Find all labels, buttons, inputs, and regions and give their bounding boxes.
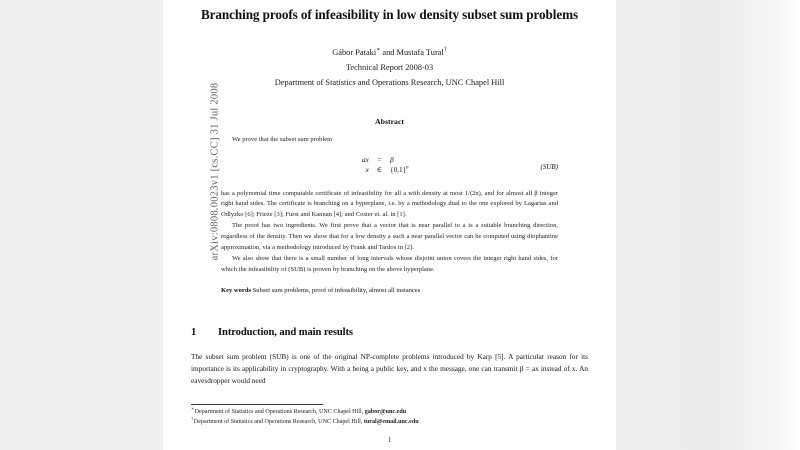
abstract-section xyxy=(221,117,558,275)
footnote-1-email[interactable]: gabor@unc.edu xyxy=(364,409,407,416)
equation-rhs-1: β xyxy=(390,155,394,164)
equation-row-1 xyxy=(359,155,412,166)
abstract-paragraph-4: We also show that there is a small number of long intervals whose disjoint union covers the integer right hand sides, for which the infeasibility of (SUB) is proven by branching on the above hyperplane. xyxy=(221,255,558,273)
equation-lhs-1: ax xyxy=(362,155,369,164)
abstract-paragraph-2: has a polynomial time computable certificate of infeasibility for all a with density at most 1/(2n), and for almost all β integer right hand sides. The certificate is branching on a hyperplane, i.e. by a methodology dual to the one explored by Lagarias and Odlyzko [6]; Frieze [3]; Furst and Kannan [4]; and Coster et. al. in [1]. xyxy=(221,189,558,218)
paper-page xyxy=(163,0,616,450)
footnote-1-marker: ∗ xyxy=(191,406,195,412)
equation-exponent: n xyxy=(406,165,409,172)
author-conjunction: and xyxy=(380,48,397,58)
section-title: Introduction, and main results xyxy=(218,326,353,338)
equation-rhs-2 xyxy=(387,165,411,176)
equation-set-notation: {0,1} xyxy=(390,166,407,175)
footnote-divider xyxy=(191,404,323,405)
arxiv-stamp: arXiv:0808.0023v1 [cs.CC] 31 Jul 2008 xyxy=(209,82,221,261)
page-surround-right xyxy=(616,0,800,450)
abstract-paragraph-3: The proof has two ingredients. We first prove that a vector that is near parallel to a is a suitable branching direction, regardless of the density. Then we show that for a low density a such a near parallel vector can be computed using diophantine approximation, via a methodology introduced by Frank and Tardos in [2]. xyxy=(221,222,558,251)
equation-body xyxy=(359,155,412,177)
page-number: 1 xyxy=(387,436,392,444)
footnote-2 xyxy=(191,418,588,428)
keywords-value: Subset sum problems, proof of infeasibility, almost all instances xyxy=(252,287,421,295)
section-body-paragraph: The subset sum problem (SUB) is one of the original NP-complete problems introduced by Karp [5]. A particular reason for its importance is its applicability in cryptography. With a being a public key, and x the message, one can transmit β = ax instead of x. An eavesdropper would need xyxy=(191,351,588,386)
author-names-line xyxy=(163,46,616,61)
footnote-1 xyxy=(191,408,588,418)
footnote-1-text: Department of Statistics and Operations Research, UNC Chapel Hill, xyxy=(194,409,365,416)
page-surround-left xyxy=(0,0,163,450)
equation-relation-2: ∈ xyxy=(376,166,383,175)
footnote-2-email[interactable]: tural@email.unc.edu xyxy=(363,419,419,426)
keywords-line xyxy=(221,286,558,296)
keywords-label: Key words xyxy=(221,287,252,295)
section-number: 1 xyxy=(191,326,197,338)
equation-lhs-2: x xyxy=(365,166,369,175)
author-1-footnote-marker: ∗ xyxy=(376,47,381,54)
author-2-footnote-marker: † xyxy=(443,47,447,54)
equation-relation-1: = xyxy=(377,155,382,164)
equation-row-2 xyxy=(359,165,412,176)
footnote-2-text: Department of Statistics and Operations Research, UNC Chapel Hill, xyxy=(193,419,364,426)
affiliation: Department of Statistics and Operations Research, UNC Chapel Hill xyxy=(274,78,505,88)
footnote-area xyxy=(191,404,588,428)
author-name-1: Gábor Pataki xyxy=(332,48,377,58)
abstract-heading: Abstract xyxy=(374,117,404,127)
abstract-paragraph-1: We prove that the subset sum problem xyxy=(232,136,333,144)
technical-report-number: Technical Report 2008-03 xyxy=(345,63,434,73)
page-title: Branching proofs of infeasibility in low density subset sum problems xyxy=(200,7,579,22)
display-equation xyxy=(221,155,558,180)
footnote-2-marker: † xyxy=(191,416,194,422)
section-heading xyxy=(163,327,616,338)
author-block xyxy=(163,46,616,91)
author-name-2: Mustafa Tural xyxy=(396,48,444,58)
equation-tag: (SUB) xyxy=(540,162,558,171)
